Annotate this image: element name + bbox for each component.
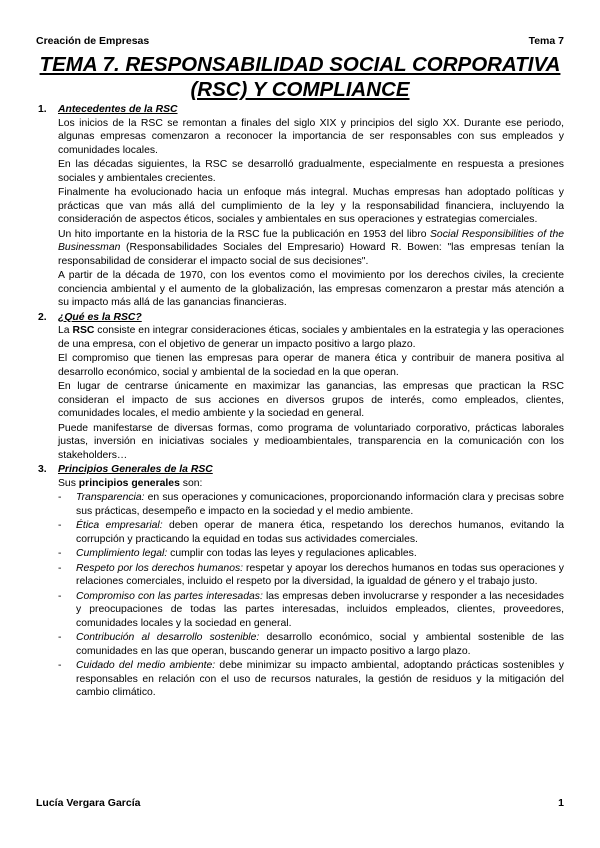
list-text: deben operar de manera ética, respetando los derechos humanos, evitando la corrupción y practicando la equidad en todas sus actividades comerciales. (76, 520, 564, 545)
page-title (30, 52, 570, 102)
title-line-2: (RSC) Y COMPLIANCE (190, 78, 410, 101)
page-footer (36, 797, 564, 809)
paragraph: En las décadas siguientes, la RSC se desarrolló gradualmente, especialmente en respuesta a presiones sociales y ambientales crecientes. (58, 159, 564, 184)
paragraph (58, 324, 564, 351)
header-topic: Tema 7 (528, 35, 564, 47)
paragraph: Puede manifestarse de diversas formas, como programa de voluntariado corporativo, prácticas laborales justas, inversión en iniciativas sociales y medioambientales, transparencia en la comunicación con los stakeholders… (58, 422, 564, 461)
text-run: (Responsabilidades Sociales del Empresario) Howard R. Bowen: "las empresas tenían la responsabilidad de considerar el impacto social de sus decisiones". (58, 242, 564, 267)
list-item (58, 562, 564, 589)
section-1-heading (38, 103, 564, 117)
list-text: cumplir con todas las leyes y regulaciones aplicables. (167, 548, 417, 559)
list-item (58, 547, 564, 561)
paragraph (58, 477, 564, 491)
page-header (36, 35, 564, 47)
book-title: Social Responsibilities of the Businessman (58, 228, 564, 253)
list-item (58, 491, 564, 518)
paragraph: A partir de la década de 1970, con los eventos como el movimiento por los derechos civiles, la creciente conciencia ambiental y el aumento de la globalización, las empresas comenzaron a prestar más atención a su impacto más allá de las ganancias financieras. (58, 270, 564, 308)
bullet-dash: - (58, 492, 62, 503)
list-text: en sus operaciones y comunicaciones, proporcionando información clara y precisas sobre sus prácticas, desempeño e impacto en la sociedad y el medio ambiente. (76, 492, 564, 517)
list-text: desarrollo económico, social y ambiental sostenible de las comunidades en las que operan, buscando generar un impacto positivo a largo plazo. (76, 632, 564, 657)
paragraph: Finalmente ha evolucionado hacia un enfoque más integral. Muchas empresas han adoptado políticas y prácticas que van más allá del cumplimiento de la ley y la responsabilidad financiera, incluyendo la consideración de aspectos éticos, sociales y ambientales en sus operaciones y estrategias comerciales. (58, 187, 564, 225)
paragraph: El compromiso que tienen las empresas para operar de manera ética y contribuir de manera positiva al desarrollo económico, social y ambiental de la sociedad en la que operan. (58, 353, 564, 378)
bold-term: principios generales (78, 477, 180, 489)
list-item (58, 590, 564, 631)
header-course: Creación de Empresas (36, 35, 150, 47)
bullet-dash: - (58, 520, 62, 531)
paragraph (58, 228, 564, 269)
list-term: Transparencia: (76, 492, 145, 503)
list-term: Cumplimiento legal: (76, 548, 168, 559)
bullet-dash: - (58, 590, 62, 602)
bold-term: RSC (72, 325, 95, 336)
list-term: Contribución al desarrollo sostenible: (76, 632, 260, 643)
page-number: 1 (558, 797, 564, 809)
bullet-dash: - (58, 562, 62, 574)
section-title: Antecedentes de la RSC (58, 104, 178, 115)
list-term: Respeto por los derechos humanos: (76, 562, 244, 574)
section-3-heading (38, 463, 564, 477)
bullet-dash: - (58, 632, 62, 643)
list-text: respetar y apoyar los derechos humanos en todas sus operaciones y relaciones comerciales, incluido el respeto por la diversidad, la igualdad de género y el trabajo justo. (76, 562, 564, 587)
paragraph: Los inicios de la RSC se remontan a finales del siglo XIX y principios del siglo XX. Durante ese periodo, algunas empresas comenzaron a reconocer la importancia de ser responsables con sus empleados y comunidades locales. (58, 117, 564, 156)
document-body (38, 103, 564, 701)
list-item (58, 659, 564, 700)
section-2-heading (38, 311, 564, 325)
footer-author: Lucía Vergara García (36, 797, 141, 809)
bullet-dash: - (58, 660, 62, 671)
text-run: consiste en integrar consideraciones éticas, sociales y ambientales en la estrategia y las operaciones de una empresa, con el objetivo de generar un impacto positivo a largo plazo. (58, 325, 564, 350)
text-run: La (58, 325, 73, 336)
list-text: debe minimizar su impacto ambiental, adoptando prácticas sostenibles y responsables en relación con el uso de recursos naturales, la gestión de residuos y la mitigación del cambio climático. (76, 660, 565, 698)
list-item (58, 631, 564, 658)
text-run: Sus (58, 477, 79, 489)
section-title: ¿Qué es la RSC? (58, 311, 142, 323)
text-run: son: (179, 477, 203, 489)
text-run: Un hito importante en la historia de la RSC fue la publicación en 1953 del libro (58, 228, 430, 240)
bullet-dash: - (58, 548, 62, 559)
list-term: Compromiso con las partes interesadas: (76, 590, 263, 602)
list-item (58, 519, 564, 546)
title-line-1: TEMA 7. RESPONSABILIDAD SOCIAL CORPORATIVA (39, 53, 561, 76)
section-number: 1. (38, 104, 47, 115)
list-text: las empresas deben involucrarse y responder a las necesidades y preocupaciones de todas las partes interesadas, incluidos empleados, clientes, proveedores, comunidades locales y la sociedad en general. (76, 590, 564, 629)
list-term: Cuidado del medio ambiente: (76, 660, 216, 671)
paragraph: En lugar de centrarse únicamente en maximizar las ganancias, las empresas que practican la RSC consideran el impacto de sus acciones en diversos grupos de interés, como empleados, clientes, comunidades locales, el medio ambiente y la sociedad en general. (58, 381, 564, 419)
section-number: 3. (38, 464, 47, 475)
list-term: Ética empresarial: (76, 520, 163, 531)
section-title: Principios Generales de la RSC (58, 464, 213, 475)
section-number: 2. (38, 311, 47, 323)
